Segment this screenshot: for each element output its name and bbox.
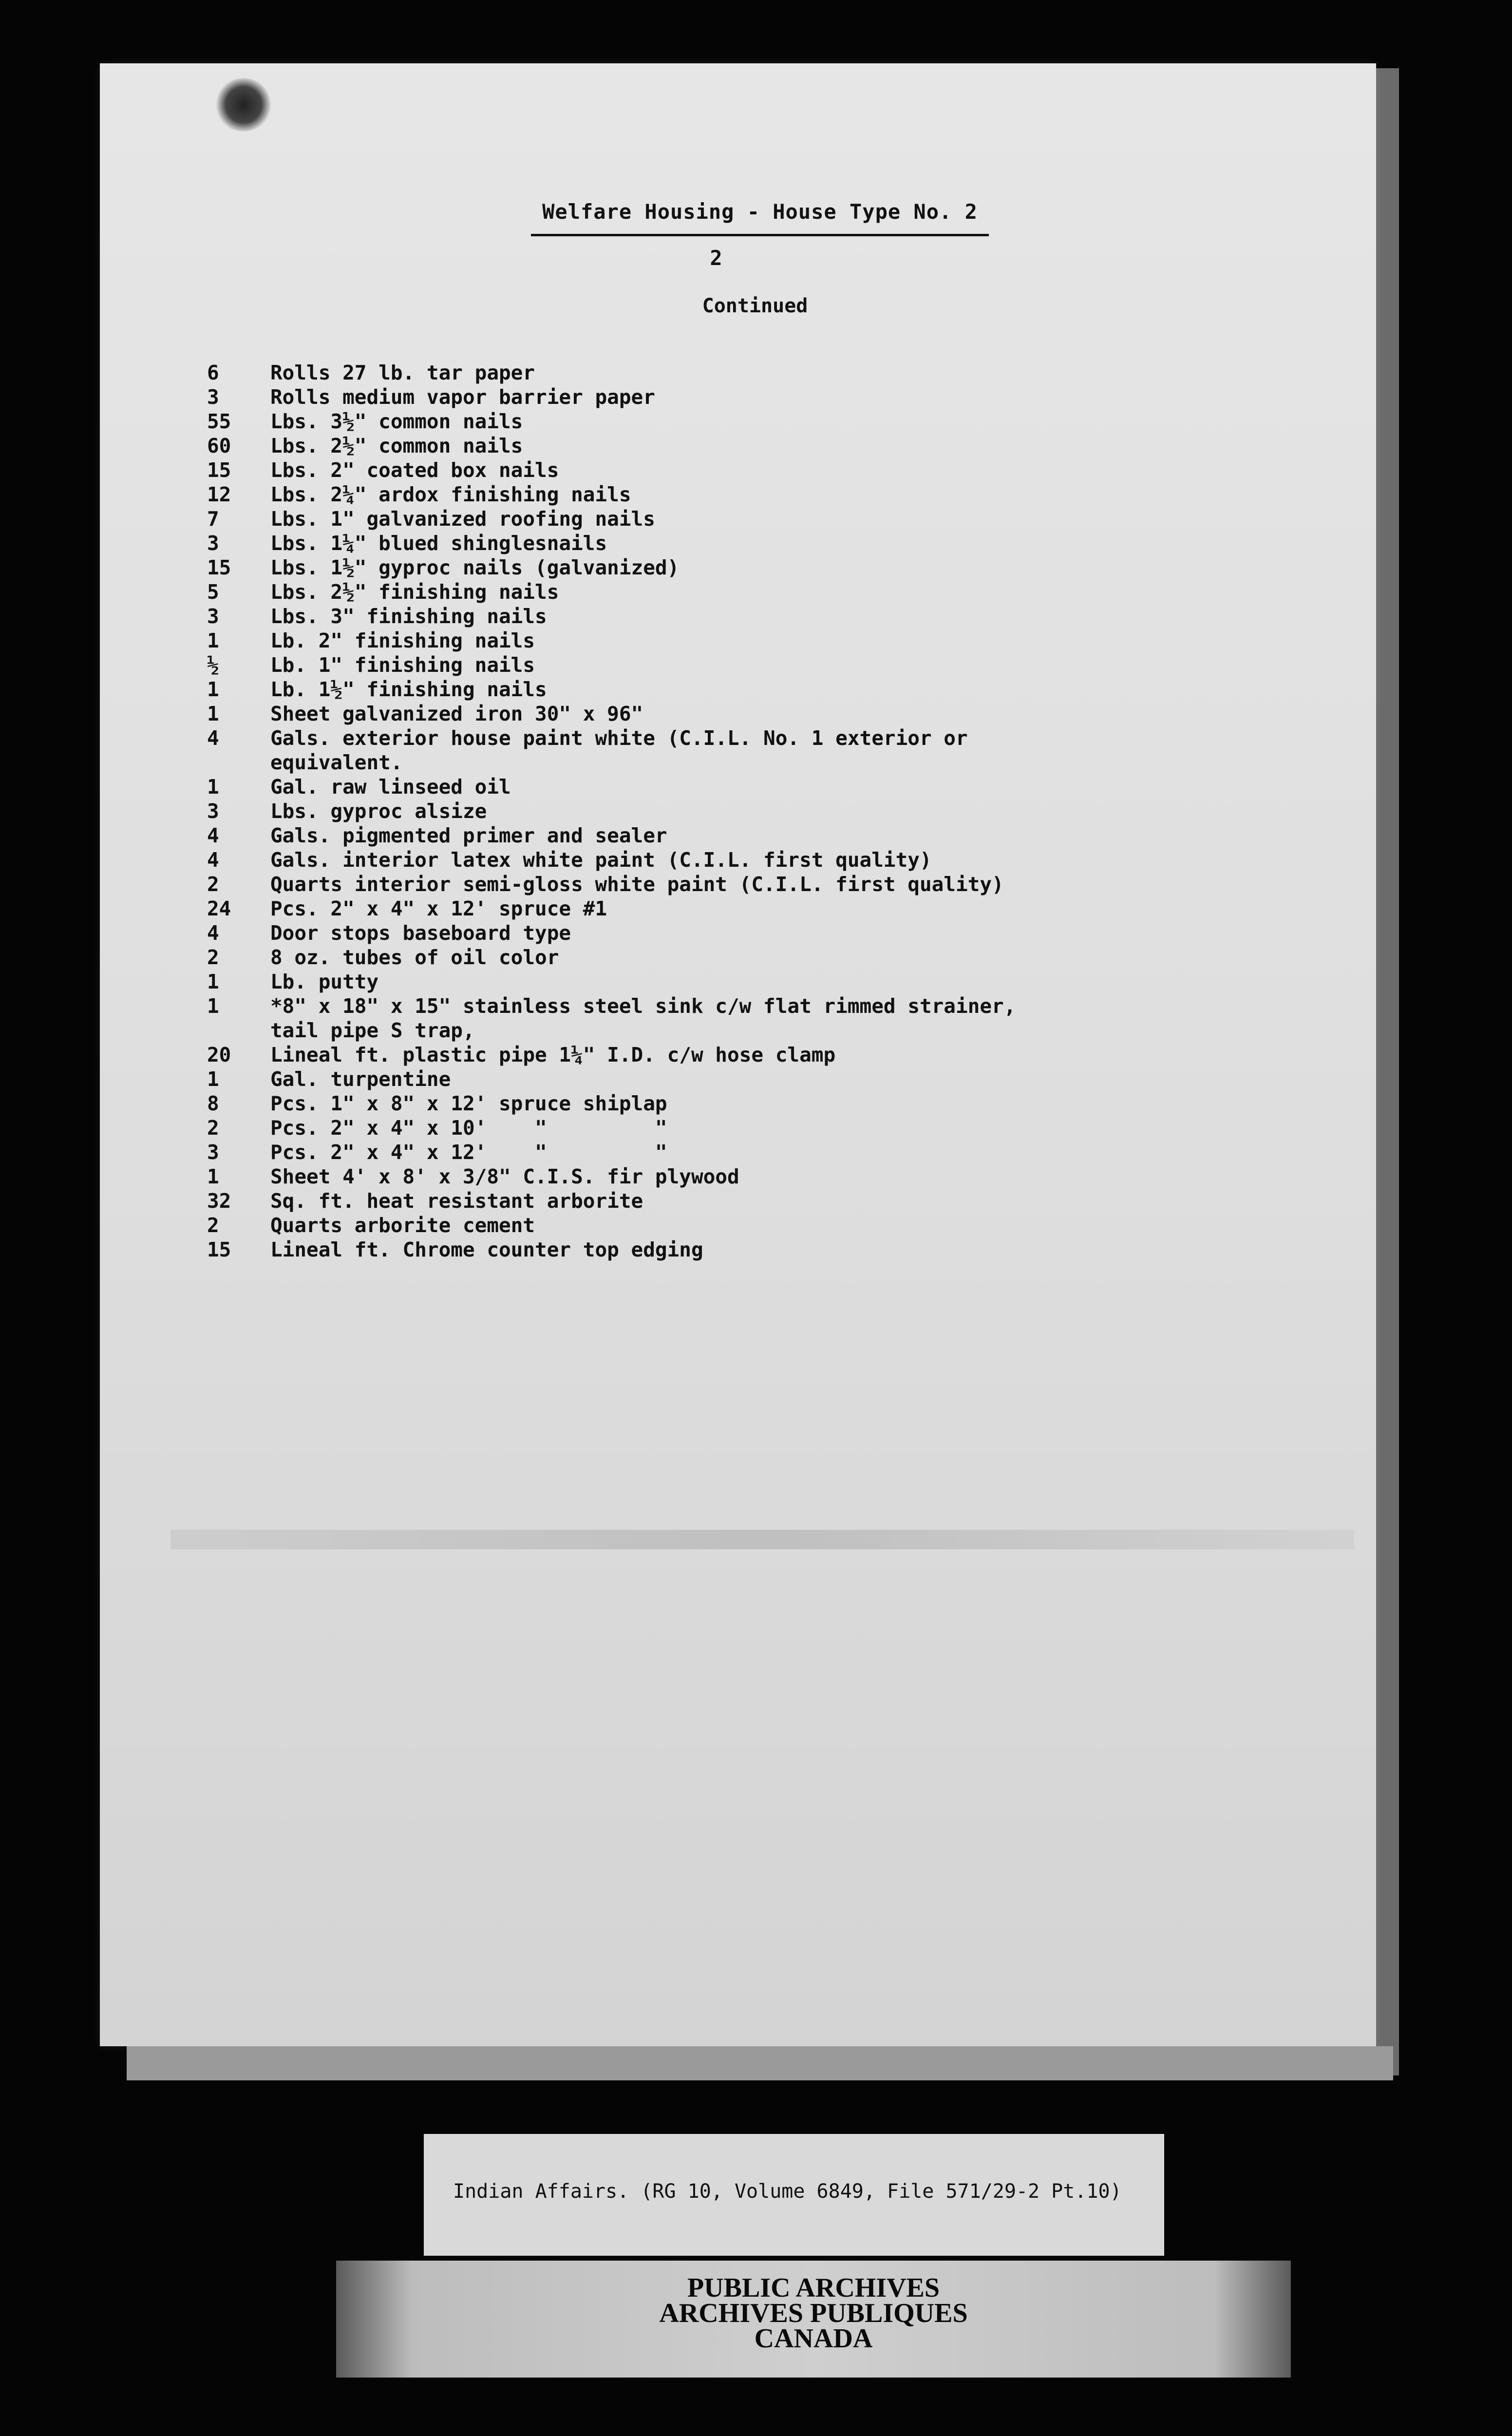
list-item xyxy=(207,799,1327,823)
item-description: Pcs. 2" x 4" x 12' spruce #1 xyxy=(270,897,607,920)
item-description: Quarts interior semi-gloss white paint (C.I.L. first quality) xyxy=(270,873,1004,896)
item-quantity: 2 xyxy=(207,873,219,896)
list-item xyxy=(207,945,1327,970)
item-description: Rolls 27 lb. tar paper xyxy=(270,361,535,384)
item-quantity: 15 xyxy=(207,458,231,482)
item-description: Lbs. 2½" common nails xyxy=(270,434,523,457)
item-quantity: 1 xyxy=(207,678,219,701)
item-description: Lb. 1" finishing nails xyxy=(270,653,535,677)
item-description: Gal. turpentine xyxy=(270,1067,451,1091)
item-description: Pcs. 2" x 4" x 10' " " xyxy=(270,1116,667,1140)
list-item xyxy=(207,361,1327,385)
item-quantity: 8 xyxy=(207,1092,219,1115)
list-item xyxy=(207,653,1327,677)
item-quantity: 4 xyxy=(207,921,219,945)
item-quantity: 2 xyxy=(207,1116,219,1140)
list-item xyxy=(207,702,1327,726)
item-quantity: 3 xyxy=(207,385,219,409)
archive-reference: Indian Affairs. (RG 10, Volume 6849, File 571/29-2 Pt.10) xyxy=(453,2180,1122,2203)
item-description: Pcs. 1" x 8" x 12' spruce shiplap xyxy=(270,1092,667,1115)
item-quantity: 3 xyxy=(207,799,219,823)
list-item xyxy=(207,970,1327,994)
stamp-line-2: ARCHIVES PUBLIQUES xyxy=(659,2298,968,2328)
materials-list xyxy=(207,361,1327,1262)
item-quantity: 55 xyxy=(207,410,231,433)
item-description: Lbs. gyproc alsize xyxy=(270,799,487,823)
list-item xyxy=(207,507,1327,531)
item-quantity: 5 xyxy=(207,580,219,604)
list-item xyxy=(207,1213,1327,1237)
list-item xyxy=(207,1237,1327,1262)
item-quantity: 1 xyxy=(207,1165,219,1188)
item-description: Quarts arborite cement xyxy=(270,1214,535,1237)
item-description: Lbs. 3½" common nails xyxy=(270,410,523,433)
list-item xyxy=(207,1164,1327,1189)
item-description: Lb. 1½" finishing nails xyxy=(270,678,547,701)
list-item xyxy=(207,385,1327,409)
list-item xyxy=(207,775,1327,799)
item-quantity: 24 xyxy=(207,897,231,920)
continued-label: Continued xyxy=(702,295,808,317)
item-quantity: 3 xyxy=(207,1141,219,1164)
item-description: Lineal ft. Chrome counter top edging xyxy=(270,1238,703,1261)
list-item xyxy=(207,580,1327,604)
item-quantity: 4 xyxy=(207,726,219,750)
archive-stamp xyxy=(336,2261,1291,2378)
item-description: Lbs. 2" coated box nails xyxy=(270,458,559,482)
item-description: Lbs. 2½" finishing nails xyxy=(270,580,559,604)
list-item xyxy=(207,1140,1327,1164)
item-description: Door stops baseboard type xyxy=(270,921,571,945)
item-description: Lbs. 3" finishing nails xyxy=(270,605,547,628)
stamp-line-3: CANADA xyxy=(754,2323,873,2354)
list-item xyxy=(207,750,1327,775)
item-quantity: 3 xyxy=(207,532,219,555)
list-item xyxy=(207,1091,1327,1116)
list-item xyxy=(207,458,1327,482)
list-item xyxy=(207,994,1327,1018)
item-quantity: 1 xyxy=(207,1067,219,1091)
ink-smudge xyxy=(214,78,273,132)
item-quantity: 15 xyxy=(207,1238,231,1261)
item-description: Lbs. 2¼" ardox finishing nails xyxy=(270,483,631,506)
item-description: Lb. putty xyxy=(270,970,379,993)
item-quantity xyxy=(207,1018,270,1043)
stamp-line-1: PUBLIC ARCHIVES xyxy=(687,2273,940,2303)
item-quantity: 4 xyxy=(207,848,219,872)
item-quantity: 12 xyxy=(207,483,231,506)
list-item xyxy=(207,1018,1327,1043)
list-item xyxy=(207,1043,1327,1067)
item-description: Lbs. 1¼" blued shinglesnails xyxy=(270,532,607,555)
title-underline xyxy=(531,234,989,236)
item-quantity: 3 xyxy=(207,605,219,628)
list-item xyxy=(207,531,1327,555)
item-description: Sq. ft. heat resistant arborite xyxy=(270,1189,643,1213)
list-item xyxy=(207,823,1327,848)
item-description: Gals. pigmented primer and sealer xyxy=(270,824,667,847)
item-quantity xyxy=(207,750,270,775)
item-quantity: 1 xyxy=(207,775,219,799)
list-item xyxy=(207,604,1327,628)
list-item xyxy=(207,482,1327,507)
bleed-through-text xyxy=(170,1530,1354,1549)
list-item xyxy=(207,677,1327,702)
item-quantity: 6 xyxy=(207,361,219,384)
item-description: 8 oz. tubes of oil color xyxy=(270,946,559,969)
item-description: Gals. exterior house paint white (C.I.L. No. 1 exterior or xyxy=(270,726,968,750)
item-quantity: 1 xyxy=(207,702,219,725)
item-quantity: 2 xyxy=(207,1214,219,1237)
list-item xyxy=(207,555,1327,580)
item-quantity: 15 xyxy=(207,556,231,579)
item-description: Lineal ft. plastic pipe 1¼" I.D. c/w hose clamp xyxy=(270,1043,836,1066)
item-quantity: 4 xyxy=(207,824,219,847)
list-item xyxy=(207,409,1327,434)
item-quantity: 32 xyxy=(207,1189,231,1213)
list-item xyxy=(207,1189,1327,1213)
item-description: Gal. raw linseed oil xyxy=(270,775,511,799)
item-description: Sheet 4' x 8' x 3/8" C.I.S. fir plywood xyxy=(270,1165,739,1188)
page-bottom-edge xyxy=(127,2046,1393,2080)
item-quantity: 1 xyxy=(207,994,219,1018)
page-number: 2 xyxy=(710,246,722,270)
item-quantity: ½ xyxy=(207,653,219,677)
item-description: Lbs. 1" galvanized roofing nails xyxy=(270,507,655,531)
item-description: Pcs. 2" x 4" x 12' " " xyxy=(270,1141,667,1164)
item-description: *8" x 18" x 15" stainless steel sink c/w flat rimmed strainer, xyxy=(270,994,1016,1018)
list-item xyxy=(207,726,1327,750)
list-item xyxy=(207,921,1327,945)
list-item xyxy=(207,434,1327,458)
item-quantity: 1 xyxy=(207,629,219,652)
list-item xyxy=(207,1116,1327,1140)
list-item xyxy=(207,896,1327,921)
item-description: Gals. interior latex white paint (C.I.L. first quality) xyxy=(270,848,932,872)
list-item xyxy=(207,872,1327,896)
item-quantity: 20 xyxy=(207,1043,231,1066)
item-description: tail pipe S trap, xyxy=(270,1019,475,1042)
item-quantity: 60 xyxy=(207,434,231,457)
item-description: Lbs. 1½" gyproc nails (galvanized) xyxy=(270,556,680,579)
document-title: Welfare Housing - House Type No. 2 xyxy=(542,200,978,224)
item-quantity: 1 xyxy=(207,970,219,993)
archive-reference-card xyxy=(424,2134,1164,2256)
item-quantity: 2 xyxy=(207,946,219,969)
item-description: Sheet galvanized iron 30" x 96" xyxy=(270,702,643,725)
item-description: Lb. 2" finishing nails xyxy=(270,629,535,652)
list-item xyxy=(207,1067,1327,1091)
list-item xyxy=(207,628,1327,653)
item-quantity: 7 xyxy=(207,507,219,531)
item-description: equivalent. xyxy=(270,751,403,774)
item-description: Rolls medium vapor barrier paper xyxy=(270,385,655,409)
list-item xyxy=(207,848,1327,872)
